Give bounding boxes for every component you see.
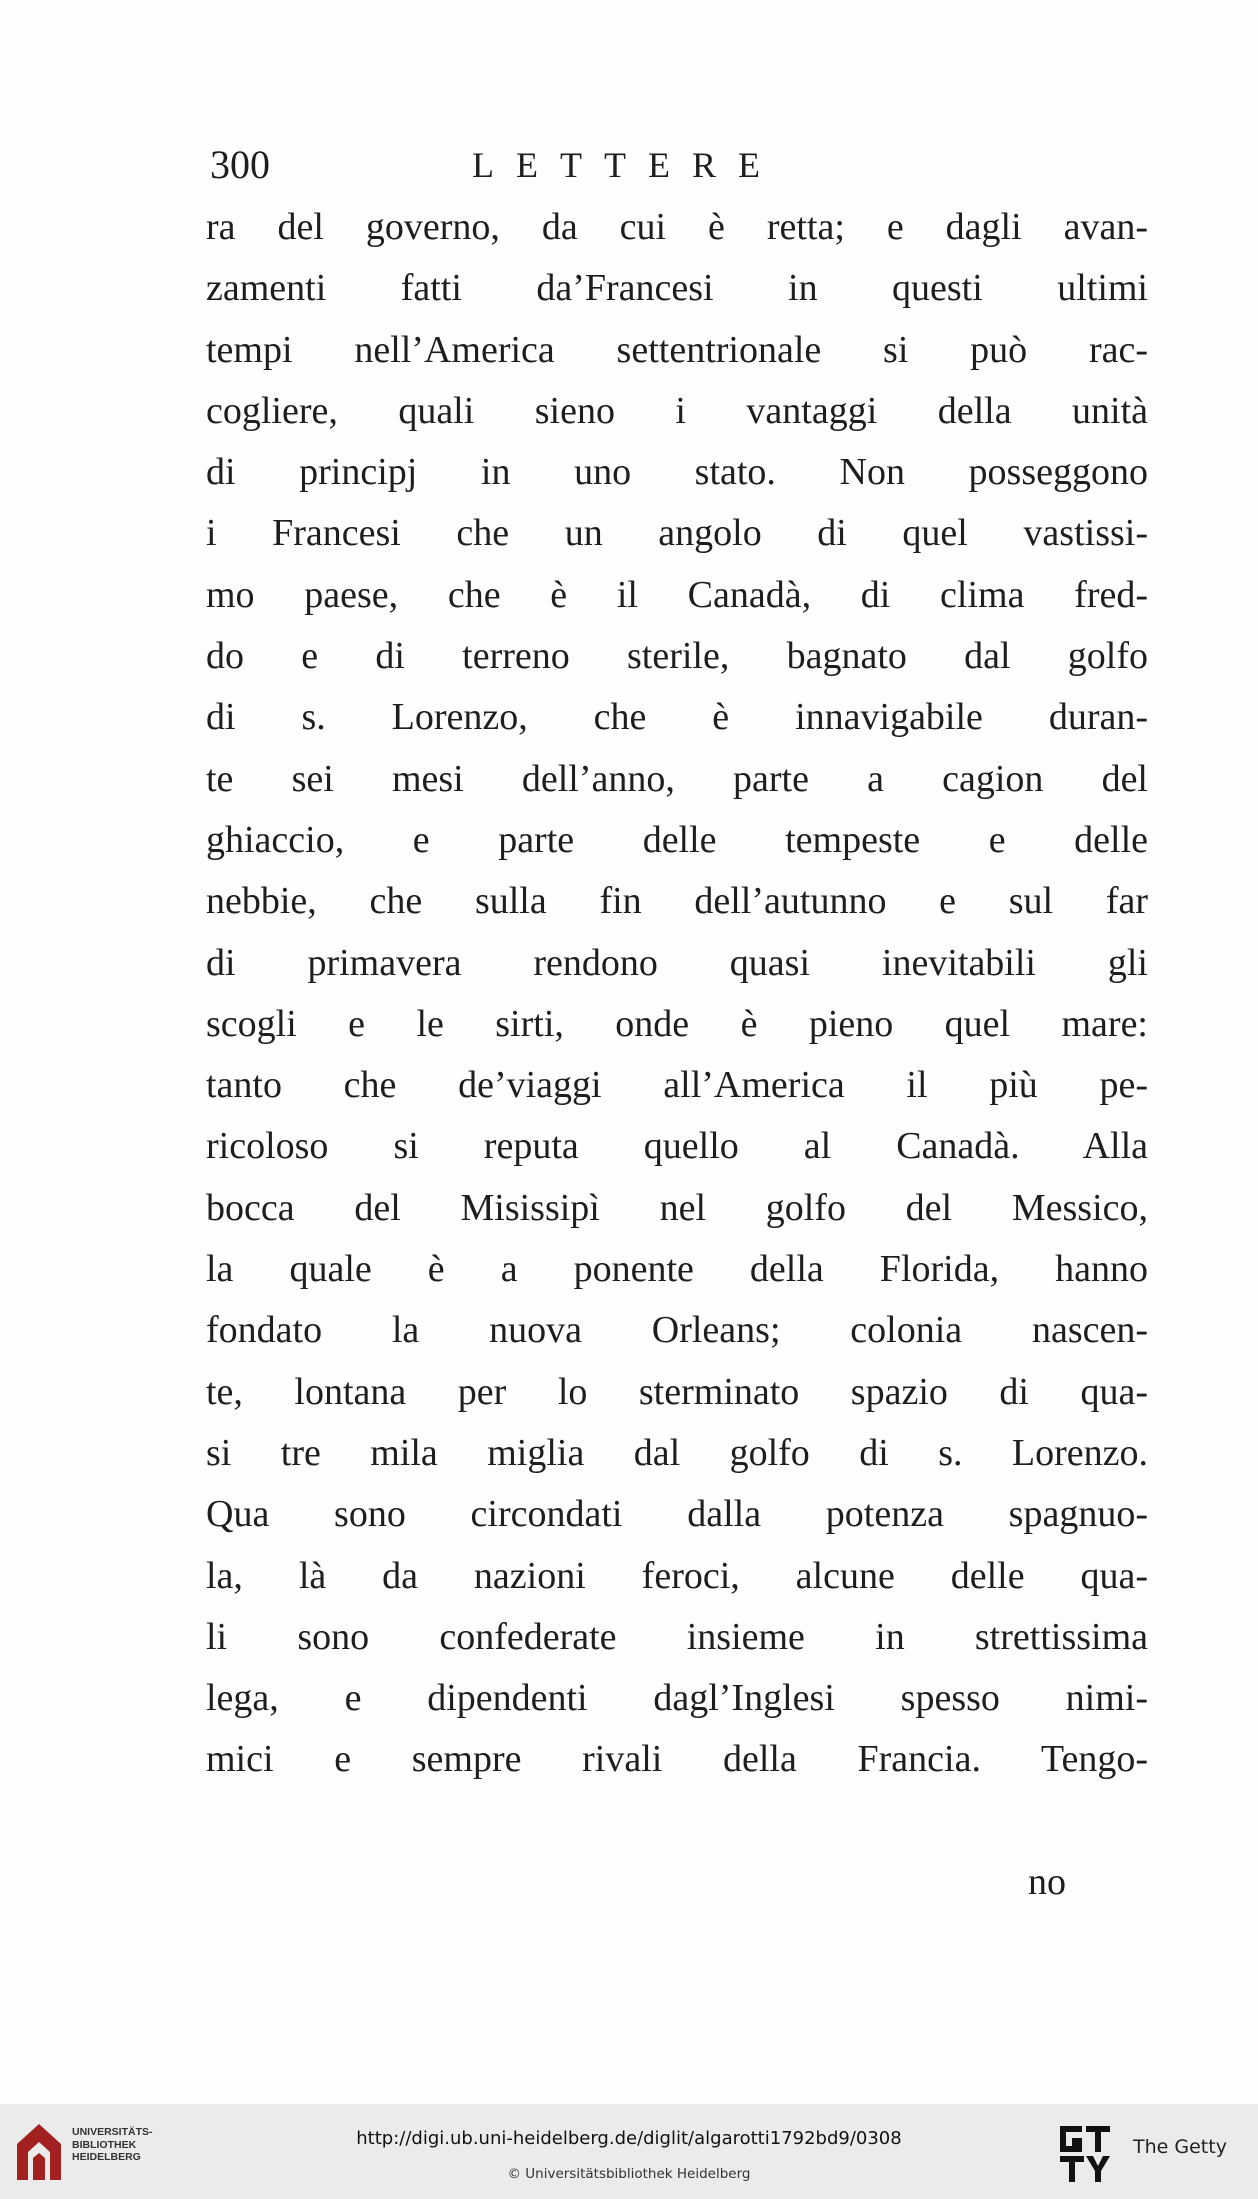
text-line: do e di terreno sterile, bagnato dal golfo [206, 635, 1148, 678]
text-line: di s. Lorenzo, che è innavigabile duran- [206, 696, 1148, 739]
text-line: bocca del Misissipì nel golfo del Messico, [206, 1186, 1148, 1229]
library-name-line: HEIDELBERG [72, 2151, 141, 2163]
permalink-url[interactable]: http://digi.ub.uni-heidelberg.de/diglit/algarotti1792bd9/0308 [356, 2128, 902, 2149]
text-line: scogli e le sirti, onde è pieno quel mare: [206, 1002, 1148, 1045]
running-title: LETTERE [472, 145, 782, 185]
text-line: lega, e dipendenti dagl’Inglesi spesso nimi- [206, 1677, 1148, 1720]
running-head [210, 140, 910, 190]
text-line: cogliere, quali sieno i vantaggi della unità [206, 389, 1148, 432]
text-line: tanto che de’viaggi all’America il più pe- [206, 1064, 1148, 1107]
viewer-footer [0, 2104, 1258, 2199]
text-line: la, là da nazioni feroci, alcune delle qua- [206, 1554, 1148, 1597]
text-line: nebbie, che sulla fin dell’autunno e sul far [206, 880, 1148, 923]
text-line: te sei mesi dell’anno, parte a cagion del [206, 757, 1148, 800]
text-line: si tre mila miglia dal golfo di s. Lorenzo. [206, 1431, 1148, 1474]
text-line: tempi nell’America settentrionale si può rac- [206, 328, 1148, 371]
text-line: li sono confederate insieme in strettissima [206, 1615, 1148, 1658]
text-line: mo paese, che è il Canadà, di clima fred- [206, 573, 1148, 616]
text-line: di principj in uno stato. Non posseggono [206, 451, 1148, 494]
text-line: ricoloso si reputa quello al Canadà. Alla [206, 1125, 1148, 1168]
text-line: ghiaccio, e parte delle tempeste e delle [206, 818, 1148, 861]
text-line: la quale è a ponente della Florida, hanno [206, 1248, 1148, 1291]
text-line: ra del governo, da cui è retta; e dagli avan- [206, 206, 1148, 248]
getty-label: The Getty [1133, 2136, 1227, 2158]
library-name-line: UNIVERSITÄTS- [72, 2126, 153, 2138]
text-line: Qua sono circondati dalla potenza spagnuo- [206, 1493, 1148, 1536]
catchword: no [1028, 1861, 1066, 1903]
text-line: mici e sempre rivali della Francia. Tengo- [206, 1738, 1148, 1781]
library-name-line: BIBLIOTHEK [72, 2138, 137, 2151]
copyright-notice: © Universitätsbibliothek Heidelberg [507, 2166, 751, 2182]
text-line: di primavera rendono quasi inevitabili gli [206, 941, 1148, 984]
text-line: fondato la nuova Orleans; colonia nascen- [206, 1309, 1148, 1352]
getty-logo-icon [1058, 2124, 1112, 2184]
body-text [206, 197, 1148, 1791]
page-number: 300 [210, 142, 270, 187]
text-line: i Francesi che un angolo di quel vastissi- [206, 512, 1148, 555]
text-line: zamenti fatti da’Francesi in questi ultimi [206, 267, 1148, 310]
text-line: te, lontana per lo sterminato spazio di qua- [206, 1370, 1148, 1413]
